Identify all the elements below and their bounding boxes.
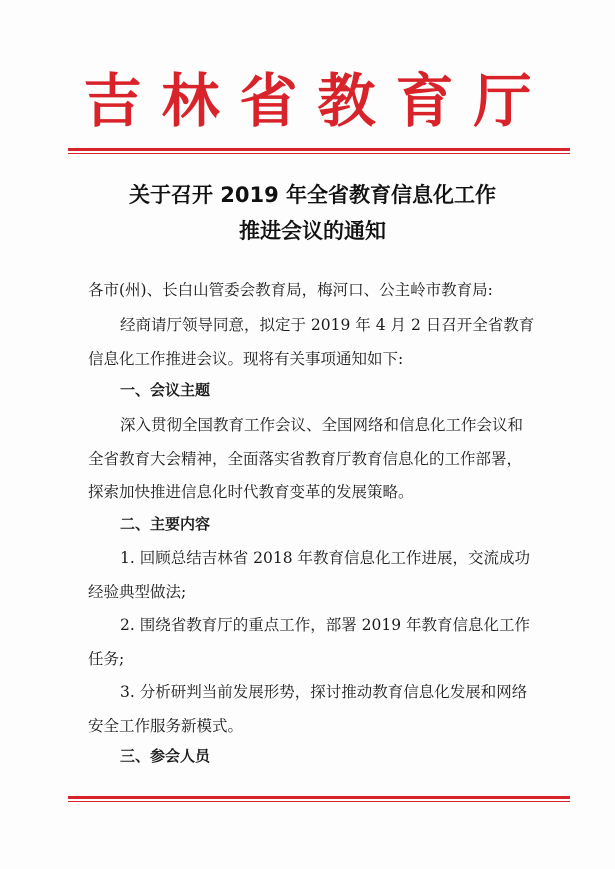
letterhead-divider-thick <box>68 148 570 151</box>
document-title-line-2: 推进会议的通知 <box>239 219 386 243</box>
item-3-line-1: 3. 分析研判当前发展形势，探讨推动教育信息化发展和网络 <box>120 683 528 701</box>
footer-divider-thick <box>68 796 570 799</box>
section-3-heading: 三、参会人员 <box>120 747 211 765</box>
item-2-line-1: 2. 围绕省教育厅的重点工作，部署 2019 年教育信息化工作 <box>120 616 531 634</box>
salutation: 各市(州)、长白山管委会教育局，梅河口、公主岭市教育局: <box>88 281 493 299</box>
item-2-line-2: 任务; <box>88 650 125 668</box>
item-3-line-2: 安全工作服务新模式。 <box>88 717 244 735</box>
section-1-line-3: 探索加快推进信息化时代教育变革的发展策略。 <box>88 483 414 501</box>
section-1-line-2: 全省教育大会精神，全面落实省教育厅教育信息化的工作部署， <box>88 450 523 468</box>
letterhead-org-name: 吉林省教育厅 <box>83 67 552 135</box>
item-1-line-2: 经验典型做法; <box>88 583 187 601</box>
section-1-heading: 一、会议主题 <box>120 381 211 399</box>
footer-divider-thin <box>68 801 570 802</box>
item-1-line-1: 1. 回顾总结吉林省 2018 年教育信息化工作进展，交流成功 <box>120 549 531 567</box>
document-title-line-1: 关于召开 2019 年全省教育信息化工作 <box>128 183 497 207</box>
intro-paragraph-line-1: 经商请厅领导同意，拟定于 2019 年 4 月 2 日召开全省教育 <box>120 316 535 334</box>
letterhead-divider-thin <box>68 153 570 154</box>
section-2-heading: 二、主要内容 <box>120 515 211 533</box>
intro-paragraph-line-2: 信息化工作推进会议。现将有关事项通知如下: <box>88 350 404 368</box>
section-1-line-1: 深入贯彻全国教育工作会议、全国网络和信息化工作会议和 <box>120 416 524 434</box>
